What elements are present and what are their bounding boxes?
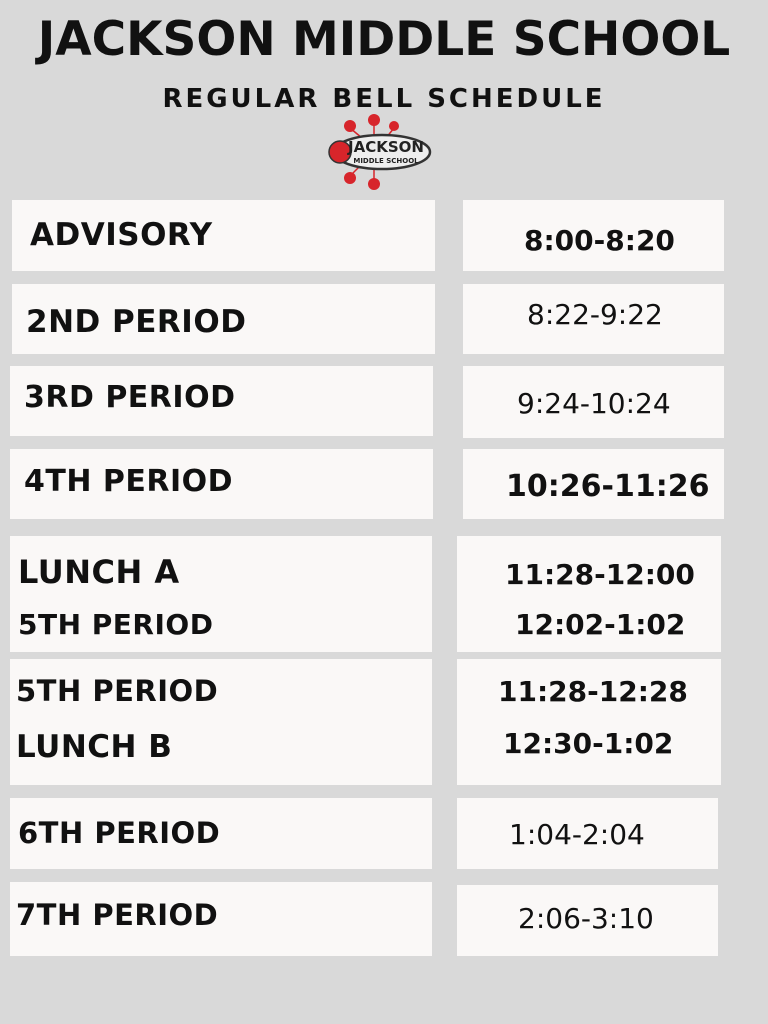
- period-time-lunch-a: 11:28-12:00: [505, 558, 695, 591]
- period-time-advisory: 8:00-8:20: [524, 224, 675, 257]
- school-logo: [320, 112, 436, 192]
- period-time-3rd-period: 9:24-10:24: [517, 387, 671, 420]
- period-time-lunch-b: 12:30-1:02: [503, 727, 674, 760]
- period-label-lunch-a: LUNCH A: [18, 553, 180, 591]
- page-subtitle: REGULAR BELL SCHEDULE: [162, 84, 606, 114]
- period-label-5th-period-b: 5TH PERIOD: [16, 674, 219, 708]
- period-label-6th-period: 6TH PERIOD: [18, 816, 221, 850]
- period-label-3rd-period: 3RD PERIOD: [24, 380, 236, 415]
- logo-text-main: JACKSON: [348, 138, 424, 156]
- period-time-4th-period: 10:26-11:26: [506, 469, 710, 504]
- period-label-7th-period: 7TH PERIOD: [16, 898, 219, 932]
- period-label-2nd-period: 2ND PERIOD: [26, 304, 247, 340]
- period-time-6th-period: 1:04-2:04: [509, 818, 645, 851]
- period-label-lunch-b: LUNCH B: [16, 729, 173, 765]
- logo-text-sub: MIDDLE SCHOOL: [353, 157, 419, 165]
- period-label-advisory: ADVISORY: [30, 217, 213, 253]
- period-time-5th-period-a: 12:02-1:02: [515, 608, 686, 641]
- period-label-5th-period-a: 5TH PERIOD: [18, 608, 214, 641]
- page-title: JACKSON MIDDLE SCHOOL: [37, 12, 731, 67]
- period-time-5th-period-b: 11:28-12:28: [498, 675, 688, 708]
- period-label-4th-period: 4TH PERIOD: [24, 464, 234, 499]
- period-time-2nd-period: 8:22-9:22: [527, 298, 663, 331]
- period-time-7th-period: 2:06-3:10: [518, 902, 654, 935]
